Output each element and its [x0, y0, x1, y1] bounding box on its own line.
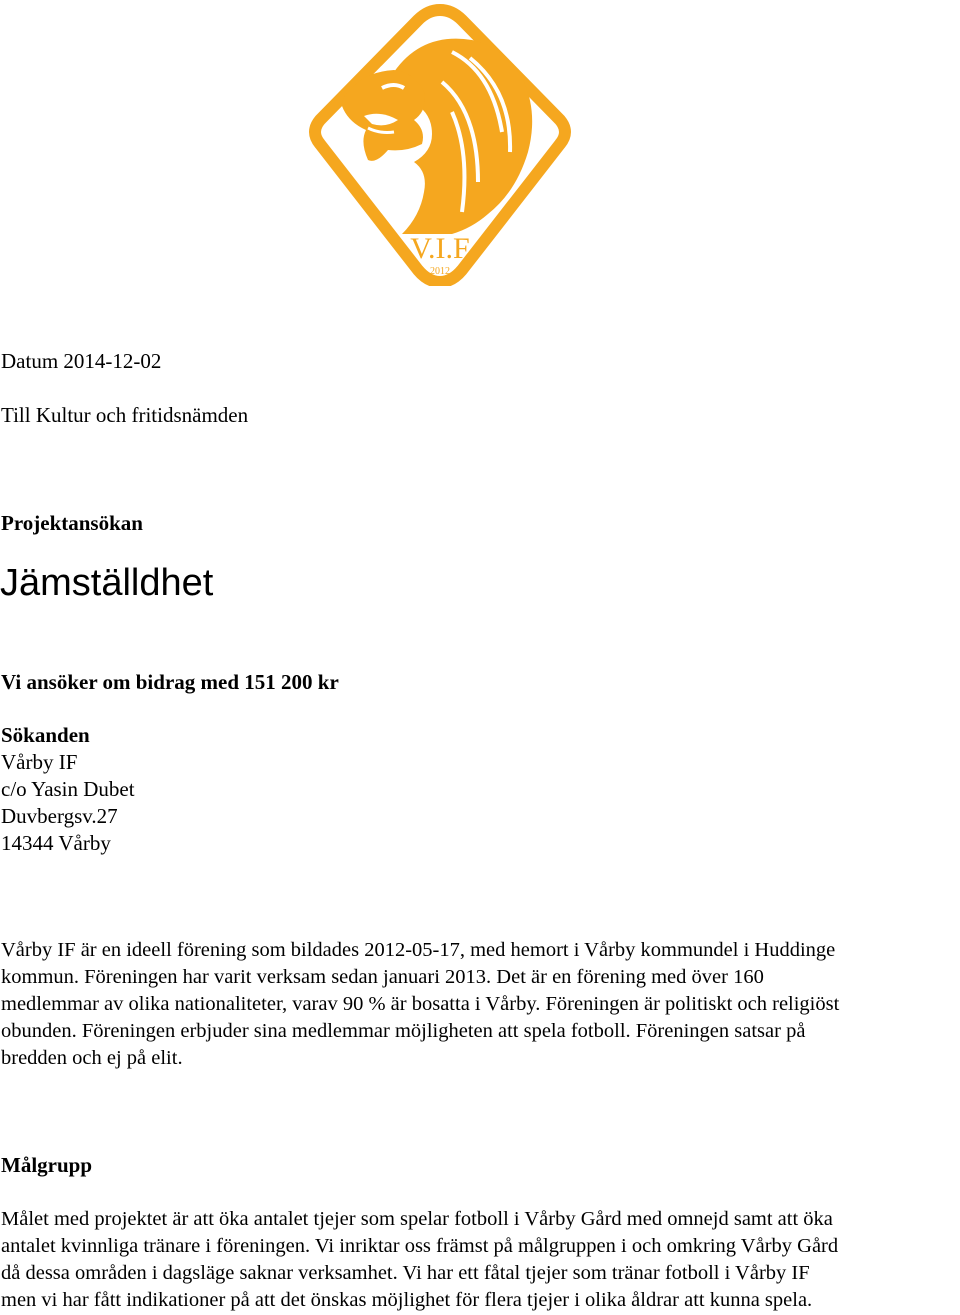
paragraph-line: kommun. Föreningen har varit verksam sedan januari 2013. Det är en förening med över 160 [1, 966, 764, 988]
funding-request: Vi ansöker om bidrag med 151 200 kr [1, 670, 339, 694]
paragraph-line: men vi har fått indikationer på att det önskas möjlighet för flera tjejer i olika åldrar att kunna spela. [1, 1289, 813, 1311]
logo-year: 2012 [430, 266, 450, 277]
target-group-heading: Målgrupp [1, 1153, 93, 1177]
target-group-paragraph [1, 1206, 960, 1314]
paragraph-line: medlemmar av olika nationaliteter, varav 90 % är bosatta i Vårby. Föreningen är politiskt och religiöst [1, 993, 840, 1015]
applicant-line: c/o Yasin Dubet [1, 777, 135, 801]
applicant-line: Duvbergsv.27 [1, 804, 118, 828]
logo-text: V.I.F [410, 232, 470, 265]
document-type: Projektansökan [1, 511, 143, 535]
paragraph-line: antalet kvinnliga tränare i föreningen. Vi inriktar oss främst på målgruppen i och omkring Vårby Gård [1, 1235, 839, 1257]
applicant-line: 14344 Vårby [1, 831, 111, 855]
applicant-block [1, 722, 135, 857]
applicant-line: Vårby IF [1, 750, 78, 774]
paragraph-line: bredden och ej på elit. [1, 1047, 183, 1069]
recipient: Till Kultur och fritidsnämden [1, 403, 249, 427]
club-logo [302, 2, 578, 286]
document-date: Datum 2014-12-02 [1, 349, 162, 373]
paragraph-line: obunden. Föreningen erbjuder sina medlemmar möjligheten att spela fotboll. Föreningen satsar på [1, 1020, 806, 1042]
lion-crest-icon [302, 2, 578, 286]
paragraph-line: Vårby IF är en ideell förening som bildades 2012-05-17, med hemort i Vårby kommundel i Huddinge [1, 939, 836, 961]
about-paragraph [1, 937, 960, 1072]
applicant-heading: Sökanden [1, 723, 90, 747]
paragraph-line: då dessa områden i dagsläge saknar verksamhet. Vi har ett fåtal tjejer som tränar fotboll i Vårby IF [1, 1262, 810, 1284]
paragraph-line: Målet med projektet är att öka antalet tjejer som spelar fotboll i Vårby Gård med omnejd samt att öka [1, 1208, 833, 1230]
page-title: Jämställdhet [0, 562, 214, 604]
